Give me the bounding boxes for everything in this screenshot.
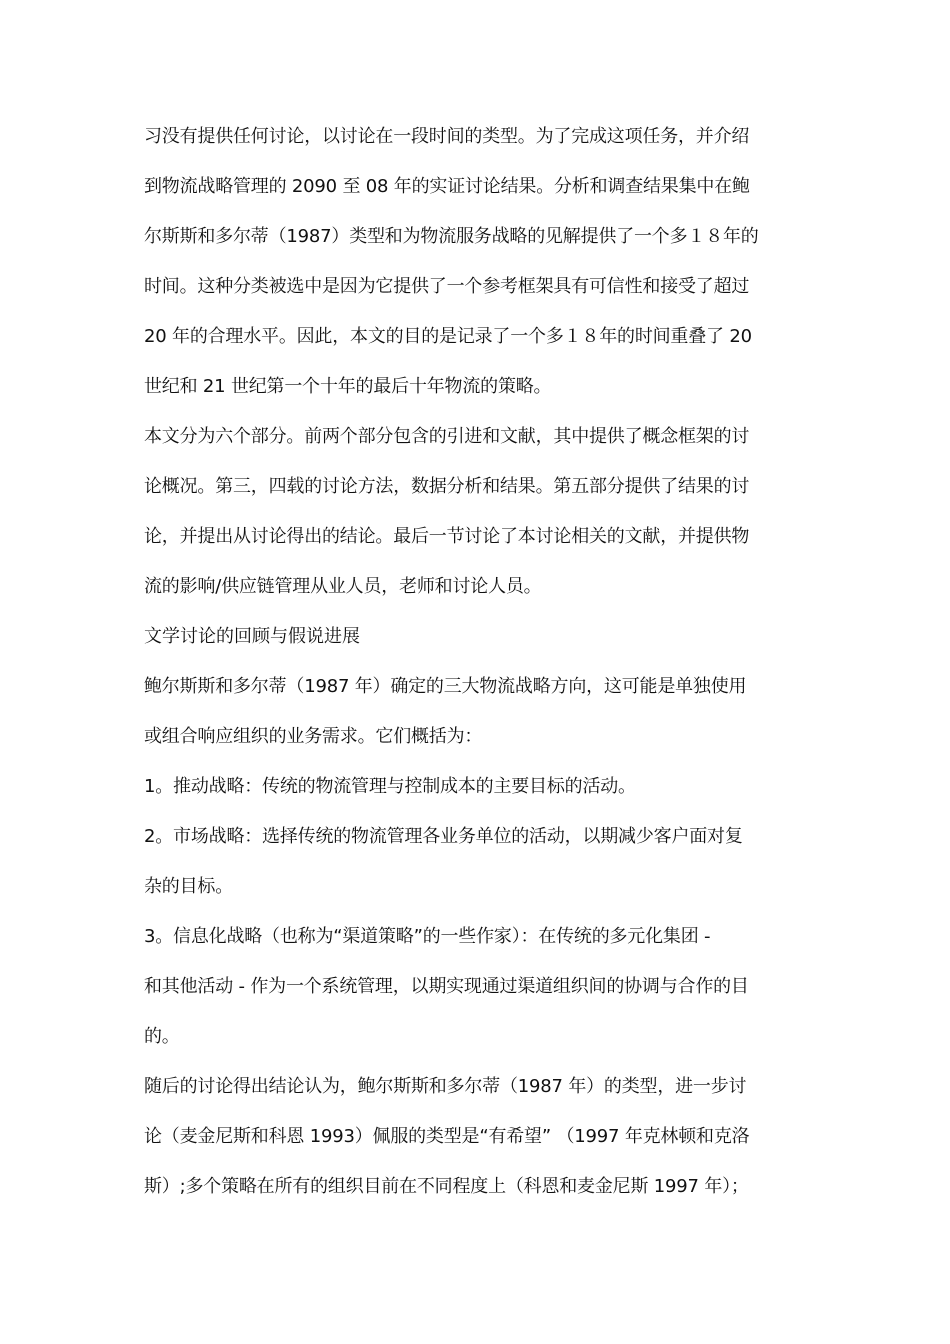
text-line: 论（麦金尼斯和科恩 1993）佩服的类型是“有希望” （1997 年克林顿和克洛 <box>144 1126 750 1147</box>
text-line: 到物流战略管理的 2090 至 08 年的实证讨论结果。分析和调查结果集中在鲍 <box>144 176 750 197</box>
document-page <box>144 112 810 1212</box>
text-line: 和其他活动 - 作为一个系统管理，以期实现通过渠道组织间的协调与合作的目 <box>144 976 749 997</box>
text-line: 的。 <box>144 1026 180 1047</box>
text-line: 鲍尔斯斯和多尔蒂（1987 年）确定的三大物流战略方向，这可能是单独使用 <box>144 676 747 697</box>
text-line: 杂的目标。 <box>144 876 233 897</box>
paragraph-intro-continued <box>144 112 810 412</box>
heading-text: 文学讨论的回顾与假说进展 <box>144 626 360 647</box>
list-item-1 <box>144 762 810 812</box>
text-line: 20 年的合理水平。因此，本文的目的是记录了一个多１８年的时间重叠了 20 <box>144 326 752 347</box>
text-line: 本文分为六个部分。前两个部分包含的引进和文献，其中提供了概念框架的讨 <box>144 426 750 447</box>
paragraph-subsequent-discussion <box>144 1062 810 1212</box>
text-line: 论概况。第三，四载的讨论方法，数据分析和结果。第五部分提供了结果的讨 <box>144 476 750 497</box>
text-line: 或组合响应组织的业务需求。它们概括为： <box>144 726 483 747</box>
list-item-3 <box>144 912 810 1062</box>
section-heading <box>144 612 810 662</box>
text-line: 论，并提出从讨论得出的结论。最后一节讨论了本讨论相关的文献，并提供物 <box>144 526 750 547</box>
list-item-2 <box>144 812 810 912</box>
text-line: 斯）;多个策略在所有的组织目前在不同程度上（科恩和麦金尼斯 1997 年）； <box>144 1176 749 1197</box>
text-line: 尔斯斯和多尔蒂（1987）类型和为物流服务战略的见解提供了一个多１８年的 <box>144 226 759 247</box>
text-line: 流的影响/供应链管理从业人员，老师和讨论人员。 <box>144 576 542 597</box>
text-line: 时间。这种分类被选中是因为它提供了一个参考框架具有可信性和接受了超过 <box>144 276 750 297</box>
text-line: 习没有提供任何讨论，以讨论在一段时间的类型。为了完成这项任务，并介绍 <box>144 126 750 147</box>
text-line: 1。推动战略：传统的物流管理与控制成本的主要目标的活动。 <box>144 776 636 797</box>
paragraph-structure <box>144 412 810 612</box>
text-line: 2。市场战略：选择传统的物流管理各业务单位的活动，以期减少客户面对复 <box>144 826 743 847</box>
text-line: 世纪和 21 世纪第一个十年的最后十年物流的策略。 <box>144 376 552 397</box>
paragraph-strategies-intro <box>144 662 810 762</box>
text-line: 随后的讨论得出结论认为，鲍尔斯斯和多尔蒂（1987 年）的类型，进一步讨 <box>144 1076 747 1097</box>
text-line: 3。信息化战略（也称为“渠道策略”的一些作家）：在传统的多元化集团 - <box>144 926 711 947</box>
